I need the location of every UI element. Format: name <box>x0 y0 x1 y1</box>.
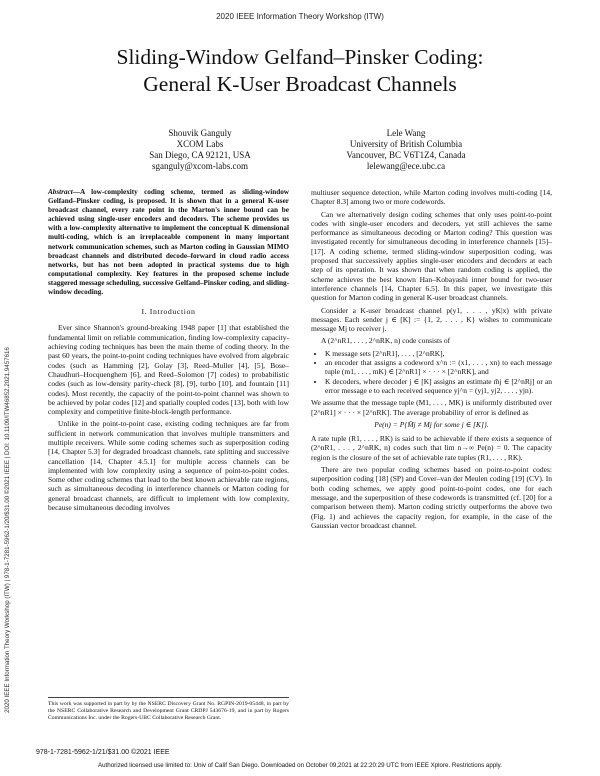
author-address: Vancouver, BC V6T1Z4, Canada <box>346 150 466 160</box>
intro-paragraph-2: Unlike in the point-to-point case, existing coding techniques are far from sufficient in network communication that involves multiple transmitters and multiple receivers. While some coding schemes such as superposition coding [14, Chapter 5.3] for degraded broadcast channels, rate splitting and successive cancellation [14, Chapter 4.5.1] for multiple access channels can be implemented with low complexity using a sequence of point-to-point codes. Some other coding schemes that lead to the best known achievable rate regions, such as simultaneous decoding in interference channels or Marton coding for general broadcast channels, are difficult to implement with low complexity, because simultaneous decoding involves <box>48 419 289 513</box>
doi-sidebar: 2020 IEEE Information Theory Workshop (ITW) | 978-1-7281-5962-1/20/$31.00 ©2021 IEEE | DOI: 10.1109/ITW46852.2021.9457616 <box>4 347 11 713</box>
section-heading-introduction: I. Introduction <box>141 307 196 317</box>
author-affiliation: XCOM Labs <box>176 139 224 149</box>
list-item: • K decoders, where decoder j ∈ [K] assigns an estimate m̂j ∈ [2^nRj] or an error message e to each received sequence yj^n = (yj1, yj2, . . . , yjn). <box>325 377 552 396</box>
right-column <box>311 188 552 533</box>
author-email: lelewang@ece.ubc.ca <box>366 161 446 171</box>
right-paragraph-5: We assume that the message tuple (M1, . . . , MK) is uniformly distributed over [2^nR1] × · · · × [2^nRK]. The average probability of error is defined as <box>311 398 552 417</box>
author-name: Shouvik Ganguly <box>168 128 232 138</box>
abstract-lead: Abstract <box>48 188 73 196</box>
right-paragraph-2: Can we alternatively design coding schemes that only uses point-to-point codes with single-user encoders and decoders, yet still achieves the same performance as simultaneous decoding or Marton coding? This question was investigated recently for simultaneous decoding in interference channels [15]–[17]. A coding scheme, termed sliding-window superposition coding, was proposed that successively applies single-user encoders and decoders at each step of its operation. It was shown that when random coding is applied, the scheme achieves the best known Han–Kobayashi inner bound for two-user interference channels [14, Chapter 6.5]. In this paper, we investigate this question for Marton coding in general K-user broadcast channels. <box>311 209 552 303</box>
right-paragraph-3: Consider a K-user broadcast channel p(y1, . . . , yK|x) with private messages. Each sender j ∈ [K] := {1, 2, . . . , K} wishes to communicate message Mj to receiver j. <box>311 305 552 334</box>
author-block-1 <box>90 128 310 172</box>
conference-header: 2020 IEEE Information Theory Workshop (ITW) <box>216 12 384 21</box>
copyright-line: 978-1-7281-5962-1/21/$31.00 ©2021 IEEE <box>36 749 170 756</box>
author-block-2 <box>296 128 516 172</box>
code-definition-list <box>311 349 552 395</box>
license-notice: Authorized licensed use limited to: Univ of Calif San Diego. Downloaded on October 09,2021 at 22:20:29 UTC from IEEE Xplore. Restrictions apply. <box>97 762 502 769</box>
title-line-1: Sliding-Window Gelfand–Pinsker Coding: <box>116 45 484 69</box>
author-address: San Diego, CA 92121, USA <box>149 150 251 160</box>
intro-paragraph-1: Ever since Shannon's ground-breaking 1948 paper [1] that established the fundamental limit on reliable communication, finding low-complexity capacity-achieving coding techniques has been the main theme of coding theory. In the past 60 years, the point-to-point coding techniques have evolved from algebraic codes (such as Hamming [2], Golay [3], Reed–Muller [4], [5], Bose–Chaudhuri–Hocquenghem [6], and Reed–Solomon [7] codes) to probabilistic codes (such as low-density parity-check [8], [9], turbo [10], and fountain [11] codes). Most recently, the capacity of the point-to-point channel was shown to be achieved by polar codes [12] and spatially coupled codes [13], both with low complexity and competitive finite-block-length performance. <box>48 323 289 417</box>
author-name: Lele Wang <box>386 128 426 138</box>
list-item: • K message sets [2^nR1], . . . , [2^nRK], <box>325 349 552 358</box>
paper-title <box>40 44 560 98</box>
author-email: sganguly@xcom-labs.com <box>151 161 249 171</box>
funding-footnote: This work was supported in part by by the NSERC Discovery Grant No. RGPIN-2019-05448, in part by the NSERC Collaborative Research and Development Grant CRDPJ 543676-19, and in part by Rogers Communications Inc. under the Rogers-UBC Collaborative Research Grant. <box>48 697 289 722</box>
error-probability-equation: Pe(n) = P{M̂j ≠ Mj for some j ∈ [K]}. <box>374 419 489 429</box>
right-paragraph-7: There are two popular coding schemes based on point-to-point codes: superposition coding [18] (SP) and Cover–van der Meulen coding [19] (CV). In both coding schemes, we apply good point-to-point codes, one for each message, and the superposition of these codewords is transmitted (cf. [20] for a comparison between them). Marton coding strictly outperforms the above two (Fig. 1) and achieves the capacity region, for example, in the case of the Gaussian vector broadcast channel. <box>311 465 552 530</box>
right-paragraph-1: multiuser sequence detection, while Marton coding involves multi-coding [14, Chapter 8.3] among two or more codewords. <box>311 188 552 207</box>
right-paragraph-6: A rate tuple (R1, . . . , RK) is said to be achievable if there exists a sequence of (2^nR1, . . . , 2^nRK, n) codes such that lim n→∞ Pe(n) = 0. The capacity region is the closure of the set of achievable rate tuples (R1, . . . , RK). <box>311 434 552 462</box>
right-paragraph-4: A (2^nR1, . . . , 2^nRK, n) code consists of <box>321 336 451 346</box>
author-affiliation: University of British Columbia <box>349 139 463 149</box>
title-line-2: General K-User Broadcast Channels <box>143 72 457 96</box>
abstract <box>48 188 289 297</box>
abstract-text: —A low-complexity coding scheme, termed as sliding-window Gelfand–Pinsker coding, is proposed. It is shown that in a general K-user broadcast channel, every rate point in the Marton's inner bound can be achieved using single-user encoders and decoders. The scheme provides us with a low-complexity alternative to implement the conceptual K dimensional multi-coding, which is an irreplaceable component in many important network communication schemes, such as Marton coding in Gaussian MIMO broadcast channels and distributed decode–forward in cloud radio access networks, but has not been adopted in practical systems due to high computational complexity. Key features in the proposed scheme include staggered message scheduling, successive Gelfand–Pinsker coding, and sliding-window decoding. <box>48 188 289 297</box>
list-item: • an encoder that assigns a codeword x^n := (x1, . . . , xn) to each message tuple (m1, . . . , mK) ∈ [2^nR1] × · · · × [2^nRK], and <box>325 358 552 377</box>
left-column <box>48 188 289 515</box>
